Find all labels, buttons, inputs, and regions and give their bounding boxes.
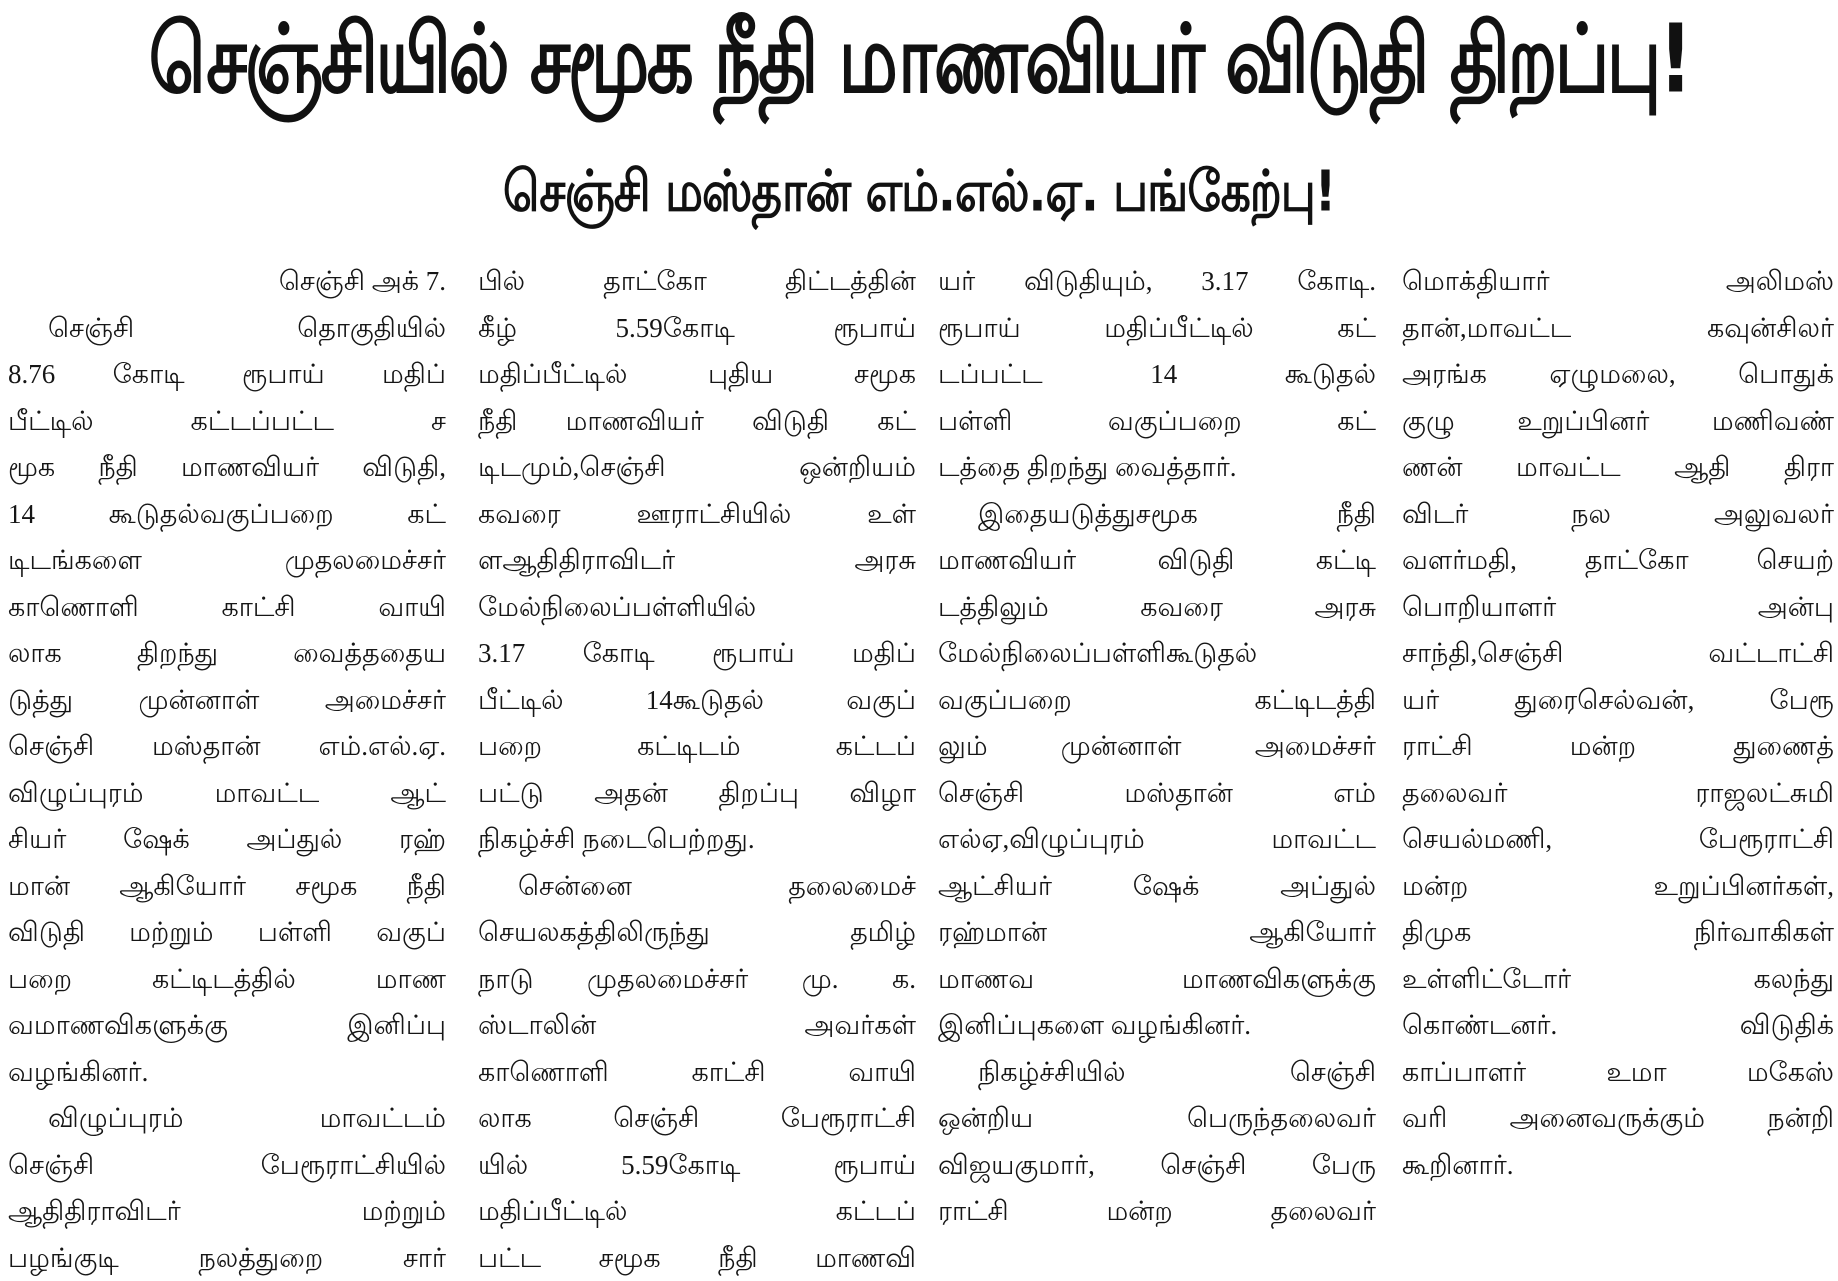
column-line: கவரை ஊராட்சியில் உள்: [478, 491, 916, 538]
column-line: டத்தை திறந்து வைத்தார்.: [938, 444, 1376, 491]
column-line: நிகழ்ச்சி நடைபெற்றது.: [478, 816, 916, 863]
column-line: கொண்டனர். விடுதிக்: [1402, 1002, 1834, 1049]
column-line: பீட்டில் 14கூடுதல் வகுப்: [478, 677, 916, 724]
column-line: நீதி மாணவியர் விடுதி கட்: [478, 398, 916, 445]
column-line: அரங்க ஏழுமலை, பொதுக்: [1402, 351, 1834, 398]
column-line: மாணவ மாணவிகளுக்கு: [938, 956, 1376, 1003]
column-line: மதிப்பீட்டில் புதிய சமூக: [478, 351, 916, 398]
column-line: பட்ட சமூக நீதி மாணவி: [478, 1235, 916, 1281]
column-line: டத்திலும் கவரை அரசு: [938, 584, 1376, 631]
column-line: ஆட்சியர் ஷேக் அப்துல்: [938, 863, 1376, 910]
column-line: மன்ற உறுப்பினர்கள்,: [1402, 863, 1834, 910]
column-line: வமாணவிகளுக்கு இனிப்பு: [8, 1002, 446, 1049]
column-line: யில் 5.59கோடி ரூபாய்: [478, 1142, 916, 1189]
column-line: செஞ்சி பேரூராட்சியில்: [8, 1142, 446, 1189]
column-line: வகுப்பறை கட்டிடத்தி: [938, 677, 1376, 724]
column-line: காணொளி காட்சி வாயி: [8, 584, 446, 631]
column-line: பில் தாட்கோ திட்டத்தின்: [478, 258, 916, 305]
column-line: ணன் மாவட்ட ஆதி திரா: [1402, 444, 1834, 491]
column-line: நாடு முதலமைச்சர் மு. க.: [478, 956, 916, 1003]
column-line: விழுப்புரம் மாவட்டம்: [8, 1095, 446, 1142]
column-line: மூக நீதி மாணவியர் விடுதி,: [8, 444, 446, 491]
column-line: உள்ளிட்டோர் கலந்து: [1402, 956, 1834, 1003]
column-line: சென்னை தலைமைச்: [478, 863, 916, 910]
column-line: காப்பாளர் உமா மகேஸ்: [1402, 1049, 1834, 1096]
column-line: பட்டு அதன் திறப்பு விழா: [478, 770, 916, 817]
column-line: லும் முன்னாள் அமைச்சர்: [938, 723, 1376, 770]
column-line: செஞ்சி தொகுதியில்: [8, 305, 446, 352]
column-line: 8.76 கோடி ரூபாய் மதிப்: [8, 351, 446, 398]
column-line: பறை கட்டிடத்தில் மாண: [8, 956, 446, 1003]
column-line: ராட்சி மன்ற தலைவர்: [938, 1188, 1376, 1235]
column-line: விஜயகுமார், செஞ்சி பேரு: [938, 1142, 1376, 1189]
column-line: மேல்நிலைப்பள்ளிகூடுதல்: [938, 630, 1376, 677]
column-line: லாக திறந்து வைத்ததைய: [8, 630, 446, 677]
column-line: ளஆதிதிராவிடர் அரசு: [478, 537, 916, 584]
column-line: யர் துரைசெல்வன், பேரூ: [1402, 677, 1834, 724]
column-line: செயல்மணி, பேரூராட்சி: [1402, 816, 1834, 863]
column-line: காணொளி காட்சி வாயி: [478, 1049, 916, 1096]
column-line: இதையடுத்துசமூக நீதி: [938, 491, 1376, 538]
column-line: தான்,மாவட்ட கவுன்சிலர்: [1402, 305, 1834, 352]
subheadline: செஞ்சி மஸ்தான் எம்.எல்.ஏ. பங்கேற்பு!: [0, 153, 1838, 237]
column-line: பொறியாளர் அன்பு: [1402, 584, 1834, 631]
column-line: சாந்தி,செஞ்சி வட்டாட்சி: [1402, 630, 1834, 677]
article-dateline: செஞ்சி அக் 7.: [8, 258, 446, 305]
column-line: பள்ளி வகுப்பறை கட்: [938, 398, 1376, 445]
column-line: ஆதிதிராவிடர் மற்றும்: [8, 1188, 446, 1235]
column-line: மேல்நிலைப்பள்ளியில்: [478, 584, 916, 631]
article-column-1: [8, 258, 446, 1190]
column-line: செஞ்சி மஸ்தான் எம்.எல்.ஏ.: [8, 723, 446, 770]
column-line: கூறினார்.: [1402, 1142, 1834, 1189]
column-line: தலைவர் ராஜலட்சுமி: [1402, 770, 1834, 817]
column-line: டிடங்களை முதலமைச்சர்: [8, 537, 446, 584]
column-line: இனிப்புகளை வழங்கினர்.: [938, 1002, 1376, 1049]
column-line: வளர்மதி, தாட்கோ செயற்: [1402, 537, 1834, 584]
column-line: டிடமும்,செஞ்சி ஒன்றியம்: [478, 444, 916, 491]
column-line: யர் விடுதியும், 3.17 கோடி.: [938, 258, 1376, 305]
article-column-2: [478, 258, 916, 1190]
column-line: ராட்சி மன்ற துணைத்: [1402, 723, 1834, 770]
column-line: ரஹ்மான் ஆகியோர்: [938, 909, 1376, 956]
column-line: பீட்டில் கட்டப்பட்ட ச: [8, 398, 446, 445]
column-line: ஒன்றிய பெருந்தலைவர்: [938, 1095, 1376, 1142]
column-line: திமுக நிர்வாகிகள்: [1402, 909, 1834, 956]
column-line: விழுப்புரம் மாவட்ட ஆட்: [8, 770, 446, 817]
column-line: செஞ்சி மஸ்தான் எம்: [938, 770, 1376, 817]
column-line: மொக்தியார் அலிமஸ்: [1402, 258, 1834, 305]
column-line: வரி அனைவருக்கும் நன்றி: [1402, 1095, 1834, 1142]
column-line: கீழ் 5.59கோடி ரூபாய்: [478, 305, 916, 352]
column-line: குழு உறுப்பினர் மணிவண்: [1402, 398, 1834, 445]
column-line: மாணவியர் விடுதி கட்டி: [938, 537, 1376, 584]
column-line: 14 கூடுதல்வகுப்பறை கட்: [8, 491, 446, 538]
column-line: ஸ்டாலின் அவர்கள்: [478, 1002, 916, 1049]
column-line: விடர் நல அலுவலர்: [1402, 491, 1834, 538]
column-line: பழங்குடி நலத்துறை சார்: [8, 1235, 446, 1281]
column-line: வழங்கினர்.: [8, 1049, 446, 1096]
column-line: செயலகத்திலிருந்து தமிழ்: [478, 909, 916, 956]
article-body: [0, 258, 1838, 1190]
column-line: மான் ஆகியோர் சமூக நீதி: [8, 863, 446, 910]
column-line: டுத்து முன்னாள் அமைச்சர்: [8, 677, 446, 724]
column-line: நிகழ்ச்சியில் செஞ்சி: [938, 1049, 1376, 1096]
column-line: 3.17 கோடி ரூபாய் மதிப்: [478, 630, 916, 677]
column-line: எல்ஏ,விழுப்புரம் மாவட்ட: [938, 816, 1376, 863]
column-line: சியர் ஷேக் அப்துல் ரஹ்: [8, 816, 446, 863]
column-line: பறை கட்டிடம் கட்டப்: [478, 723, 916, 770]
column-line: லாக செஞ்சி பேரூராட்சி: [478, 1095, 916, 1142]
headline: செஞ்சியில் சமூக நீதி மாணவியர் விடுதி திறப்பு!: [0, 0, 1838, 150]
column-line: டப்பட்ட 14 கூடுதல்: [938, 351, 1376, 398]
article-column-3: [938, 258, 1376, 1190]
article-column-4: [1402, 258, 1834, 1190]
column-line: விடுதி மற்றும் பள்ளி வகுப்: [8, 909, 446, 956]
column-line: மதிப்பீட்டில் கட்டப்: [478, 1188, 916, 1235]
column-line: ரூபாய் மதிப்பீட்டில் கட்: [938, 305, 1376, 352]
